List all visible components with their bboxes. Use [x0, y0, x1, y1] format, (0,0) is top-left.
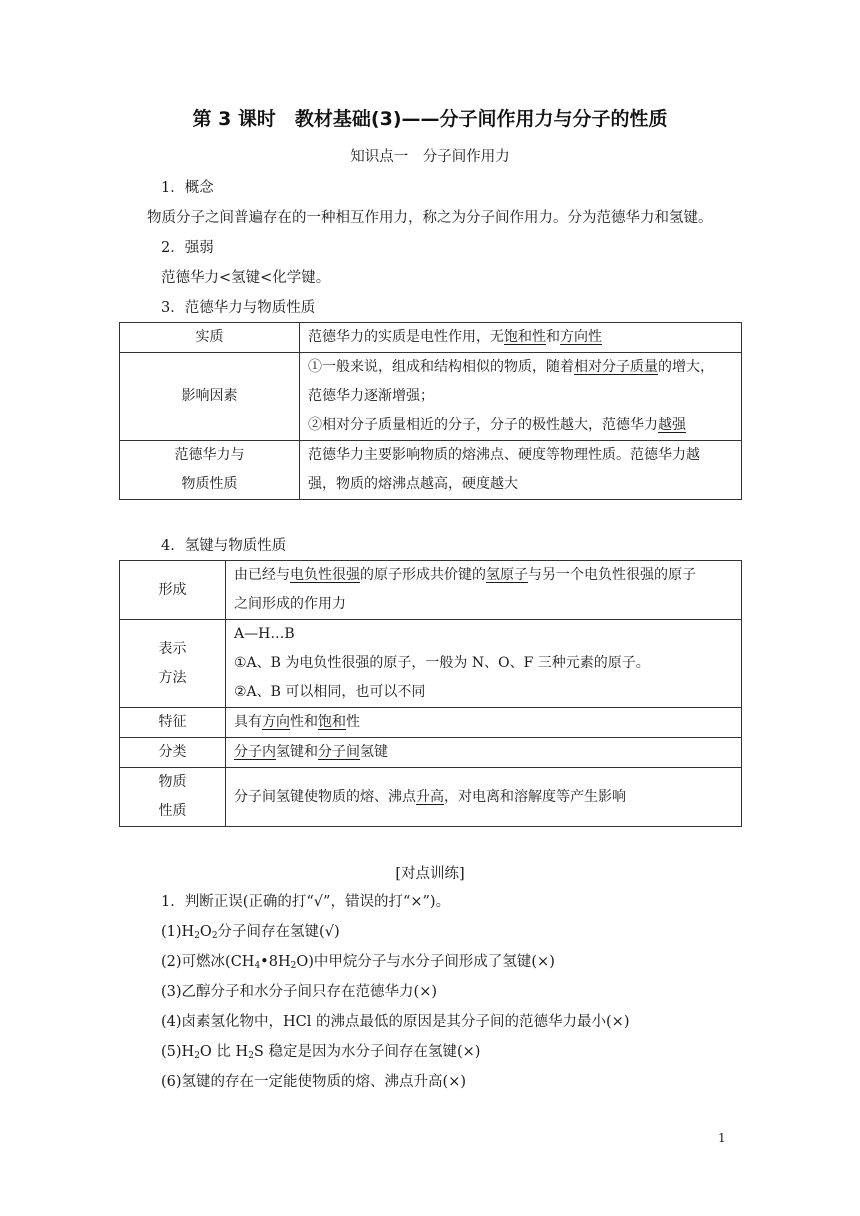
table-row: [120, 738, 742, 768]
row-label-formation: 形成: [120, 561, 226, 620]
list-item: $(1)H_2O_2$分子间存在氢键(√): [161, 924, 340, 941]
row-label-vdw-properties: 范德华力与 物质性质: [120, 441, 300, 500]
row-label-factors: 影响因素: [120, 353, 300, 441]
section-strength-text: 范德华力<氢键<化学键。: [161, 270, 331, 286]
section-hbond-heading: 4．氢键与物质性质: [161, 538, 287, 554]
practice-header: [对点训练]: [395, 866, 465, 882]
list-item: (6)氢键的存在一定能使物质的熔、沸点升高(×): [161, 1074, 467, 1090]
table-row: [120, 561, 742, 620]
table-row: [120, 441, 742, 500]
section-concept-text: 物质分子之间普遍存在的一种相互作用力，称之为分子间作用力。分为范德华力和氢键。: [147, 210, 713, 226]
section-concept-heading: 1．概念: [161, 180, 214, 196]
knowledge-point-heading: 知识点一 分子间作用力: [350, 149, 510, 165]
row-content-features: 具有方向性和饱和性: [226, 708, 742, 738]
table-row: [120, 323, 742, 353]
row-content-substance-properties: 分子间氢键使物质的熔、沸点升高，对电离和溶解度等产生影响: [226, 768, 742, 827]
question-1-stem: 1．判断正误(正确的打“√”，错误的打“×”)。: [161, 894, 451, 910]
row-label-features: 特征: [120, 708, 226, 738]
row-label-notation: 表示 方法: [120, 620, 226, 708]
row-content-classification: 分子内氢键和分子间氢键: [226, 738, 742, 768]
row-content-vdw-properties: 范德华力主要影响物质的熔沸点、硬度等物理性质。范德华力越 强，物质的熔沸点越高，硬度越大: [300, 441, 742, 500]
table-row: [120, 708, 742, 738]
row-label-classification: 分类: [120, 738, 226, 768]
row-content-factors: ①一般来说，组成和结构相似的物质，随着相对分子质量的增大， 范德华力逐渐增强； ②相对分子质量相近的分子，分子的极性越大，范德华力越强: [300, 353, 742, 441]
page-number: 1: [718, 1131, 726, 1145]
hbond-properties-table: [119, 560, 742, 827]
table-row: [120, 768, 742, 827]
list-item: (2)可燃冰$(CH_4•8H_2O)$中甲烷分子与水分子间形成了氢键(×): [161, 954, 555, 971]
vdw-properties-table: [119, 322, 742, 500]
row-label-substance-properties: 物质 性质: [120, 768, 226, 827]
row-content-formation: 由已经与电负性很强的原子形成共价键的氢原子与另一个电负性很强的原子 之间形成的作用力: [226, 561, 742, 620]
section-strength-heading: 2．强弱: [161, 240, 214, 256]
row-label-essence: 实质: [120, 323, 300, 353]
lesson-title: 第 3 课时 教材基础(3)——分子间作用力与分子的性质: [192, 108, 668, 130]
list-item: (4)卤素氢化物中，HCl 的沸点最低的原因是其分子间的范德华力最小(×): [161, 1014, 630, 1030]
table-row: [120, 620, 742, 708]
row-content-essence: 范德华力的实质是电性作用，无饱和性和方向性: [300, 323, 742, 353]
list-item: $(5)H_2O$ 比 $H_2S$ 稳定是因为水分子间存在氢键(×): [161, 1044, 481, 1061]
section-vdw-heading: 3．范德华力与物质性质: [161, 300, 316, 316]
row-content-notation: A—H…B ①A、B 为电负性很强的原子，一般为 N、O、F 三种元素的原子。 ②A、B 可以相同，也可以不同: [226, 620, 742, 708]
list-item: (3)乙醇分子和水分子间只存在范德华力(×): [161, 984, 438, 1000]
table-row: [120, 353, 742, 441]
